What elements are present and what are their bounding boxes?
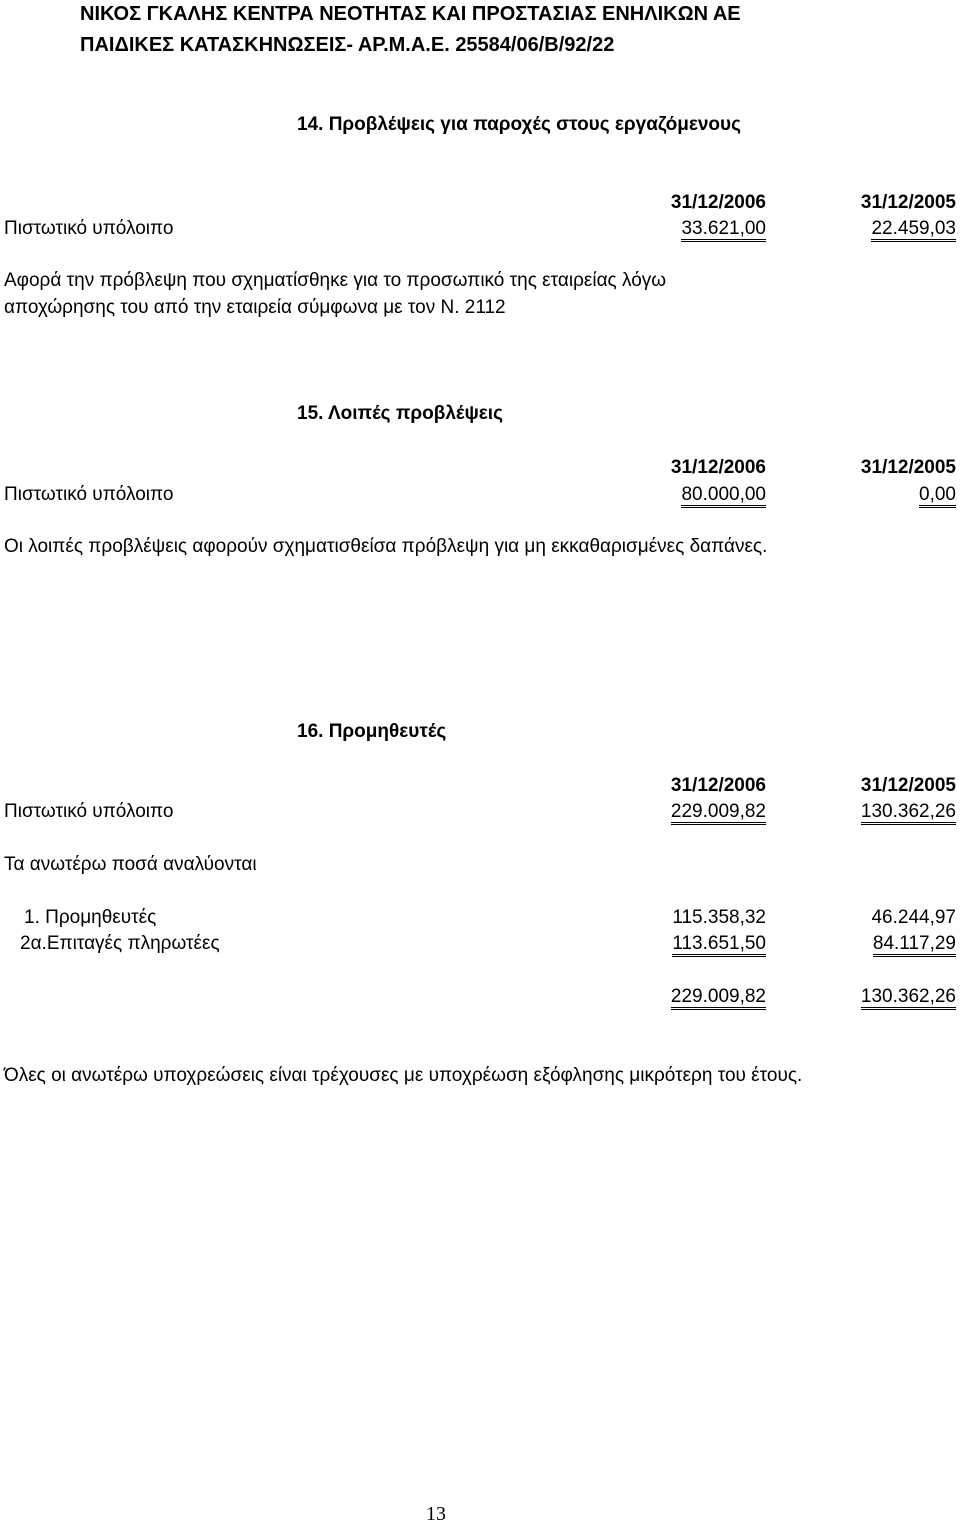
section-16-analysis-label: Τα ανωτέρω ποσά αναλύονται (4, 854, 257, 875)
company-name-line2: ΠΑΙΔΙΚΕΣ ΚΑΤΑΣΚΗΝΩΣΕΙΣ- ΑΡ.Μ.Α.Ε. 25584/06/Β/92/22 (80, 34, 615, 56)
section-16-item-cheques-2005: 84.117,29 (873, 934, 956, 957)
section-14-title: 14. Προβλέψεις για παροχές στους εργαζόμενους (297, 114, 741, 135)
section-15-row-label: Πιστωτικό υπόλοιπο (4, 484, 174, 505)
section-15-note: Οι λοιπές προβλέψεις αφορούν σχηματισθείσα πρόβλεψη για μη εκκαθαρισμένες δαπάνες. (4, 536, 768, 557)
section-15-col2-header: 31/12/2005 (860, 457, 956, 478)
section-14-row-label: Πιστωτικό υπόλοιπο (4, 218, 174, 239)
section-16-col2-header: 31/12/2005 (860, 775, 956, 796)
section-16-row-label: Πιστωτικό υπόλοιπο (4, 801, 174, 822)
section-16-value-2005: 130.362,26 (861, 802, 956, 825)
section-15-value-2005: 0,00 (919, 485, 956, 508)
section-16-total-2006: 229.009,82 (671, 987, 766, 1010)
section-15-title: 15. Λοιπές προβλέψεις (297, 403, 503, 424)
section-14-col2-header: 31/12/2005 (860, 192, 956, 213)
section-15-col1-header: 31/12/2006 (670, 457, 766, 478)
section-14-note-line1: Αφορά την πρόβλεψη που σχηματίσθηκε για το προσωπικό της εταιρείας λόγω (4, 270, 667, 291)
section-16-item-suppliers-label: 1. Προμηθευτές (24, 907, 157, 928)
section-16-total-2005: 130.362,26 (861, 987, 956, 1010)
section-14-col1-header: 31/12/2006 (670, 192, 766, 213)
section-16-item-suppliers-2006: 115.358,32 (672, 907, 766, 928)
company-name-line1: ΝΙΚΟΣ ΓΚΑΛΗΣ ΚΕΝΤΡΑ ΝΕΟΤΗΤΑΣ ΚΑΙ ΠΡΟΣΤΑΣΙΑΣ ΕΝΗΛΙΚΩΝ ΑΕ (80, 3, 741, 25)
section-14-value-2006: 33.621,00 (681, 219, 766, 242)
section-15-value-2006: 80.000,00 (681, 485, 766, 508)
section-14-value-2005: 22.459,03 (871, 219, 956, 242)
section-16-item-cheques-2006: 113.651,50 (672, 934, 766, 957)
section-16-title: 16. Προμηθευτές (297, 721, 447, 742)
section-16-col1-header: 31/12/2006 (670, 775, 766, 796)
section-16-item-suppliers-2005: 46.244,97 (871, 907, 956, 928)
section-16-footer-note: Όλες οι ανωτέρω υποχρεώσεις είναι τρέχουσες με υποχρέωση εξόφλησης μικρότερη του έτους. (4, 1065, 803, 1086)
section-16-item-cheques-label: 2α.Επιταγές πληρωτέες (20, 933, 220, 954)
section-16-value-2006: 229.009,82 (671, 802, 766, 825)
section-14-note-line2: αποχώρησης του από την εταιρεία σύμφωνα με τον Ν. 2112 (4, 297, 506, 318)
page-number: 13 (426, 1503, 446, 1525)
